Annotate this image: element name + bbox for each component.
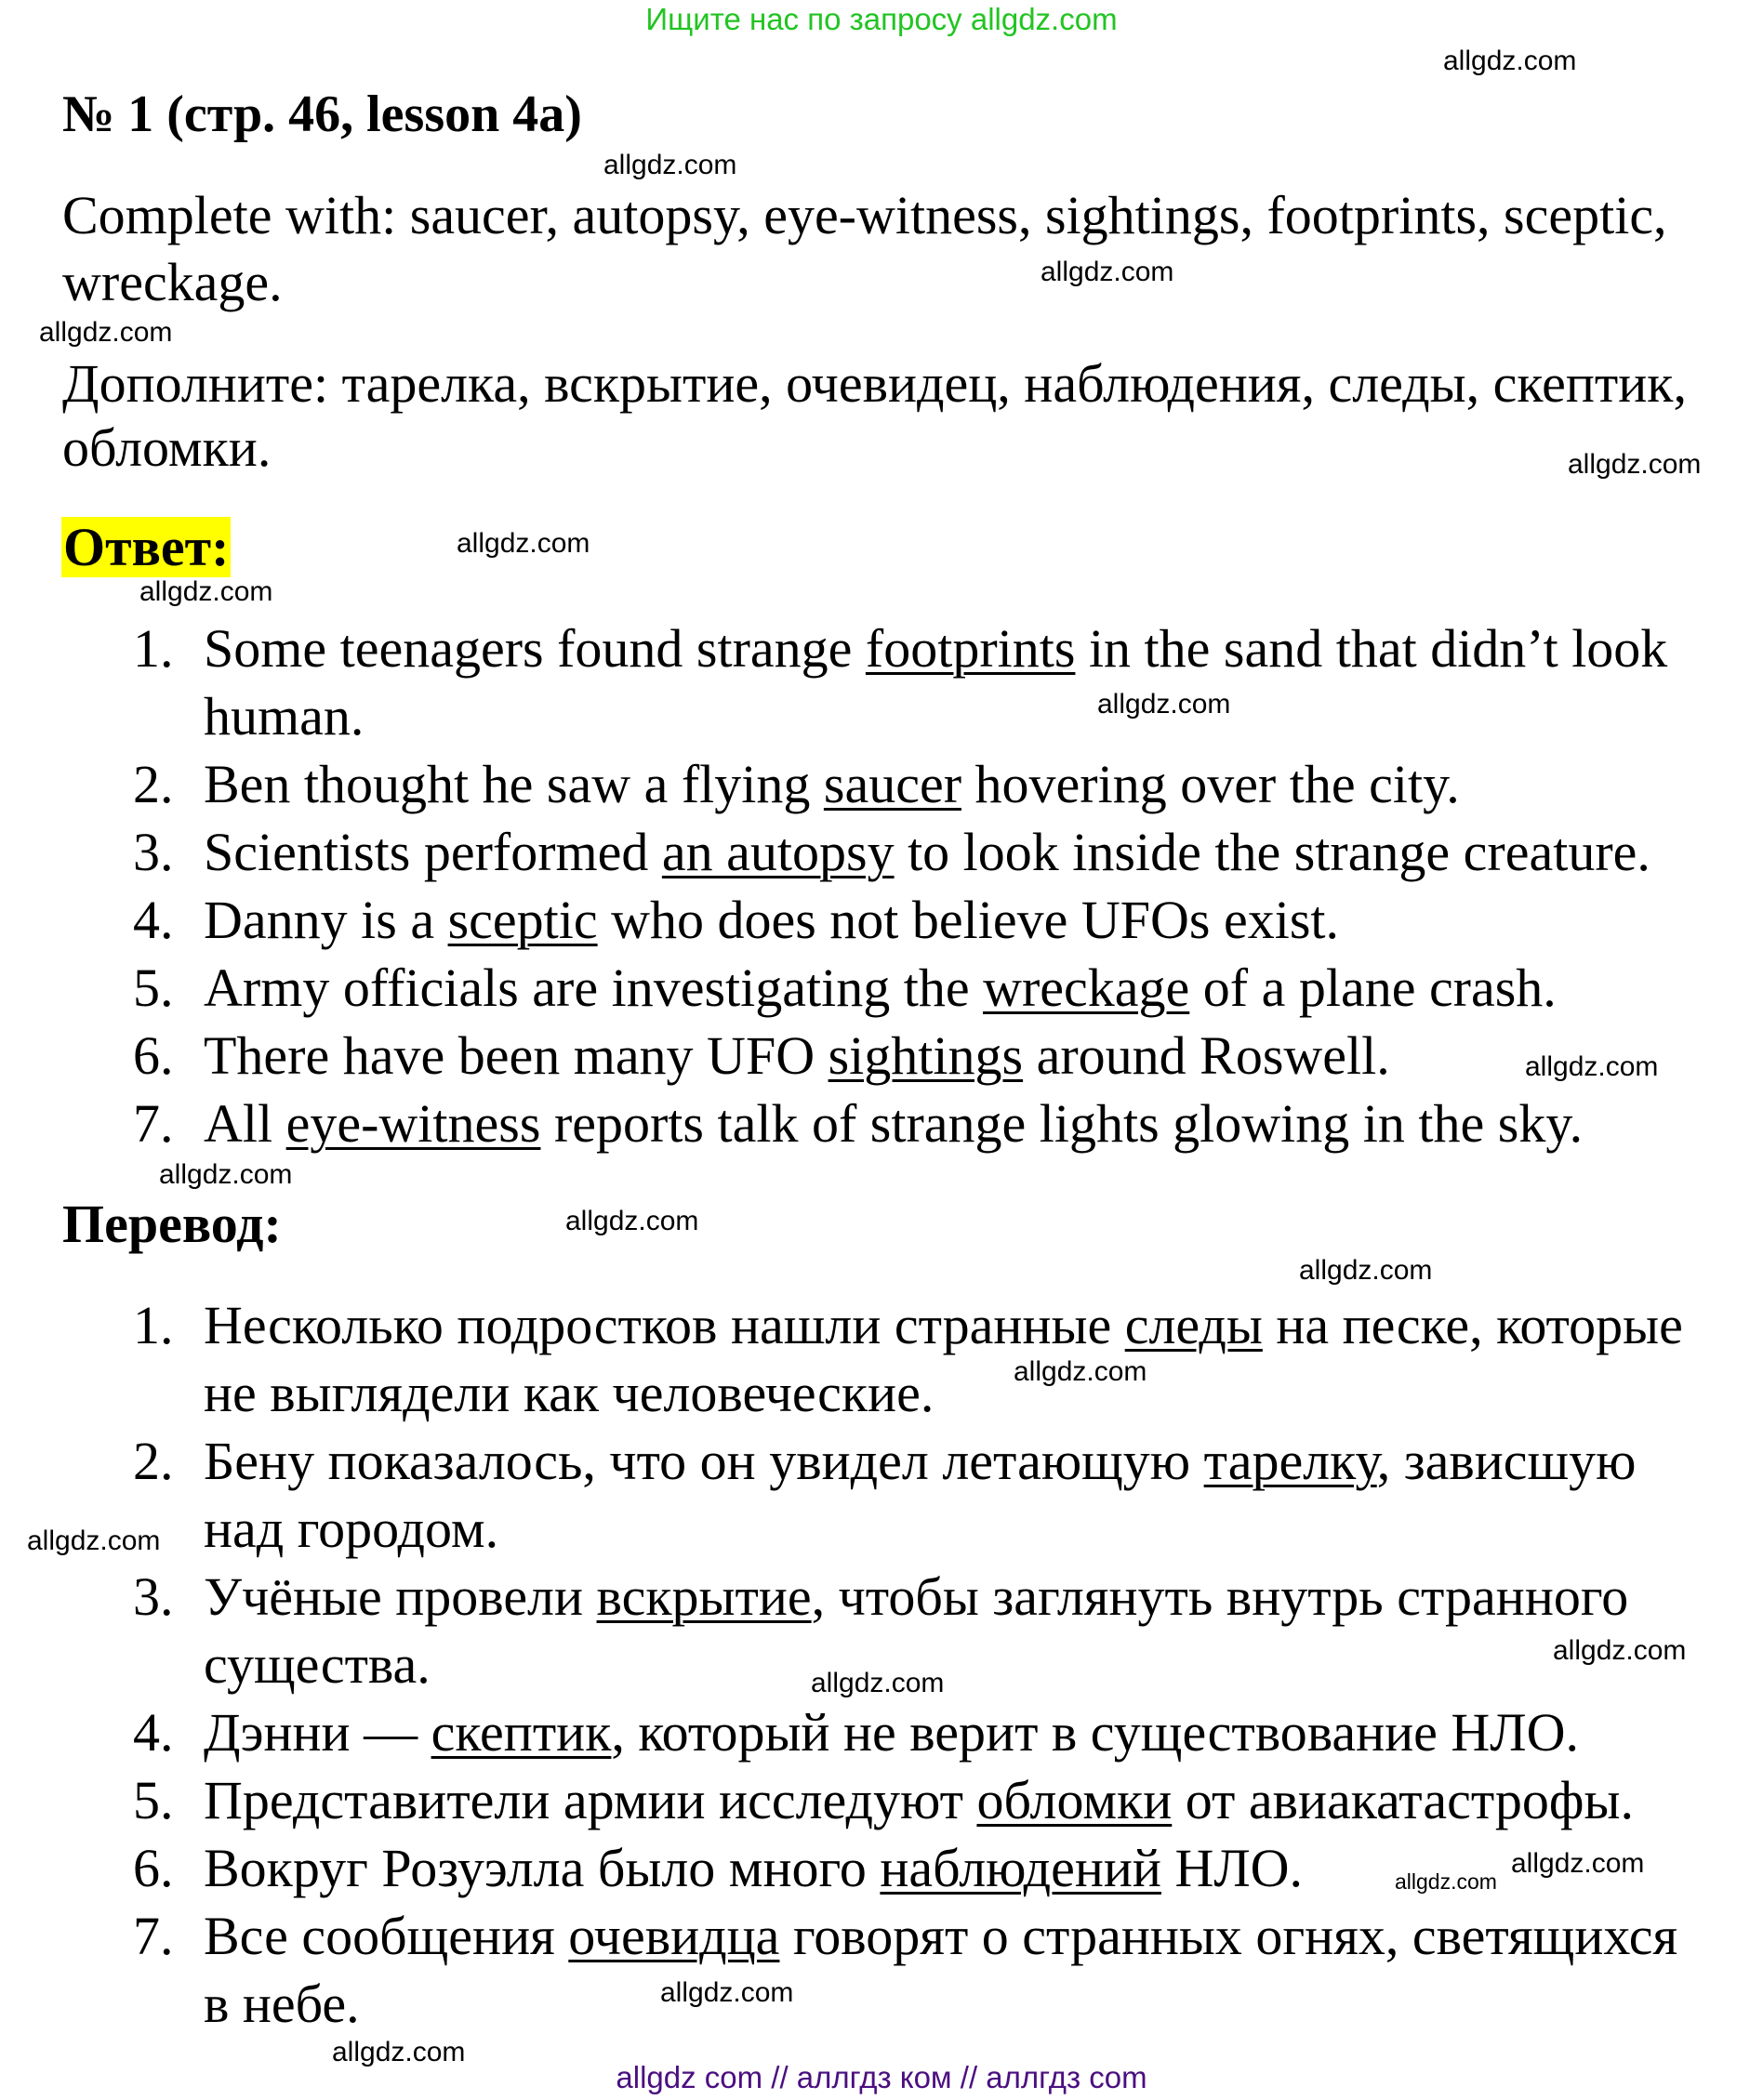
item-number: 6. bbox=[133, 1838, 174, 1898]
item-number: 2. bbox=[133, 1431, 174, 1491]
list-item-line bbox=[204, 1902, 1677, 1970]
item-number: 3. bbox=[133, 1566, 174, 1627]
list-item-line bbox=[204, 886, 1339, 954]
list-item-line bbox=[204, 1022, 1390, 1090]
text-segment: who does not believe UFOs exist. bbox=[597, 890, 1340, 950]
answer-word: следы bbox=[1124, 1295, 1263, 1355]
top-banner: Ищите нас по запросу allgdz.com bbox=[645, 2, 1118, 36]
watermark: allgdz.com bbox=[39, 317, 173, 348]
text-segment: Представители армии исследуют bbox=[204, 1770, 977, 1830]
answer-word: sceptic bbox=[447, 890, 598, 950]
list-item-line bbox=[204, 1766, 1634, 1834]
watermark: allgdz.com bbox=[1511, 1848, 1645, 1879]
watermark: allgdz.com bbox=[1525, 1051, 1659, 1082]
text-segment: Дэнни — bbox=[204, 1702, 431, 1763]
task-en-line: Complete with: saucer, autopsy, eye-witness, sightings, footprints, sceptic, bbox=[62, 185, 1667, 245]
watermark: allgdz.com bbox=[1097, 689, 1231, 720]
answer-heading bbox=[61, 515, 231, 580]
list-item-line bbox=[204, 1427, 1637, 1495]
answer-word: sightings bbox=[828, 1025, 1024, 1086]
watermark: allgdz.com bbox=[811, 1668, 945, 1698]
text-segment: human. bbox=[204, 686, 365, 746]
watermark: allgdz.com bbox=[660, 1977, 794, 2008]
watermark: allgdz.com bbox=[332, 2037, 466, 2067]
watermark: allgdz.com bbox=[565, 1206, 699, 1236]
item-number: 1. bbox=[133, 1295, 174, 1355]
text-segment: в небе. bbox=[204, 1974, 360, 2034]
answer-word: an autopsy bbox=[661, 822, 895, 882]
item-number: 5. bbox=[133, 958, 174, 1018]
list-item-line bbox=[204, 682, 364, 750]
text-segment: на песке, которые bbox=[1262, 1295, 1683, 1355]
text-segment: All bbox=[204, 1093, 286, 1154]
item-number: 7. bbox=[133, 1906, 174, 1966]
list-item-line bbox=[204, 1631, 431, 1698]
task-ru-line: Дополните: тарелка, вскрытие, очевидец, наблюдения, следы, скептик, bbox=[62, 353, 1687, 414]
text-segment: to look inside the strange creature. bbox=[894, 822, 1650, 882]
text-segment: , чтобы заглянуть внутрь странного bbox=[811, 1566, 1629, 1627]
text-segment: hovering over the city. bbox=[961, 754, 1460, 814]
answer-word: очевидца bbox=[568, 1906, 780, 1966]
answer-word: тарелку bbox=[1203, 1431, 1377, 1491]
text-segment: Бену показалось, что он увидел летающую bbox=[204, 1431, 1204, 1491]
text-segment: говорят о странных огнях, светящихся bbox=[779, 1906, 1678, 1966]
list-item-line bbox=[204, 1495, 498, 1563]
list-item-line bbox=[204, 1970, 360, 2038]
watermark: allgdz.com bbox=[1014, 1356, 1147, 1387]
text-segment: Army officials are investigating the bbox=[204, 958, 984, 1018]
text-segment: существа. bbox=[204, 1634, 431, 1695]
translation-heading: Перевод: bbox=[62, 1194, 282, 1254]
list-item-line bbox=[204, 750, 1460, 818]
answer-word: обломки bbox=[976, 1770, 1173, 1830]
watermark: allgdz.com bbox=[603, 150, 737, 180]
list-item-line bbox=[204, 818, 1650, 886]
text-segment: Учёные провели bbox=[204, 1566, 597, 1627]
text-segment: не выглядели как человеческие. bbox=[204, 1363, 935, 1423]
text-segment: in the sand that didn’t look bbox=[1075, 618, 1668, 679]
page-title: № 1 (стр. 46, lesson 4a) bbox=[62, 86, 582, 143]
watermark: allgdz.com bbox=[1041, 257, 1174, 287]
text-segment: Вокруг Розуэлла было много bbox=[204, 1838, 881, 1898]
answer-word: eye-witness bbox=[285, 1093, 541, 1154]
answer-word: wreckage bbox=[983, 958, 1190, 1018]
item-number: 4. bbox=[133, 1702, 174, 1763]
item-number: 1. bbox=[133, 618, 174, 679]
text-segment: НЛО. bbox=[1160, 1838, 1304, 1898]
bottom-banner: allgdz com // аллгдз ком // аллгдз com bbox=[616, 2060, 1147, 2094]
watermark: allgdz.com bbox=[457, 528, 590, 559]
text-segment: around Roswell. bbox=[1023, 1025, 1390, 1086]
text-segment: reports talk of strange lights glowing in the sky. bbox=[540, 1093, 1584, 1154]
task-en-line: wreckage. bbox=[62, 252, 283, 312]
answer-word: наблюдений bbox=[880, 1838, 1161, 1898]
list-item-line bbox=[204, 614, 1667, 682]
list-item-line bbox=[204, 954, 1557, 1022]
text-segment: There have been many UFO bbox=[204, 1025, 828, 1086]
watermark: allgdz.com bbox=[159, 1159, 293, 1190]
answer-word: вскрытие bbox=[596, 1566, 812, 1627]
answer-word: footprints bbox=[865, 618, 1076, 679]
text-segment: от авиакатастрофы. bbox=[1172, 1770, 1634, 1830]
text-segment: над городом. bbox=[204, 1499, 499, 1559]
item-number: 5. bbox=[133, 1770, 174, 1830]
text-segment: Some teenagers found strange bbox=[204, 618, 866, 679]
list-item-line bbox=[204, 1090, 1583, 1157]
item-number: 7. bbox=[133, 1093, 174, 1154]
watermark: allgdz.com bbox=[1299, 1255, 1433, 1286]
item-number: 3. bbox=[133, 822, 174, 882]
text-segment: Все сообщения bbox=[204, 1906, 569, 1966]
text-segment: of a plane crash. bbox=[1189, 958, 1557, 1018]
text-segment: Несколько подростков нашли странные bbox=[204, 1295, 1125, 1355]
watermark: allgdz.com bbox=[1443, 46, 1577, 76]
item-number: 2. bbox=[133, 754, 174, 814]
task-ru-line: обломки. bbox=[62, 417, 272, 478]
text-segment: , зависшую bbox=[1376, 1431, 1637, 1491]
answer-heading-label: Ответ: bbox=[63, 517, 230, 577]
text-segment: Scientists performed bbox=[204, 822, 662, 882]
watermark: allgdz.com bbox=[1395, 1869, 1497, 1894]
list-item-line bbox=[204, 1563, 1628, 1631]
watermark: allgdz.com bbox=[27, 1525, 161, 1556]
list-item-line bbox=[204, 1359, 934, 1427]
item-number: 4. bbox=[133, 890, 174, 950]
watermark: allgdz.com bbox=[1568, 449, 1702, 480]
watermark: allgdz.com bbox=[1553, 1635, 1687, 1666]
list-item-line bbox=[204, 1834, 1303, 1902]
text-segment: Danny is a bbox=[204, 890, 448, 950]
answer-word: saucer bbox=[823, 754, 962, 814]
text-segment: Ben thought he saw a flying bbox=[204, 754, 824, 814]
answer-word: скептик bbox=[431, 1702, 612, 1763]
watermark: allgdz.com bbox=[139, 576, 273, 607]
item-number: 6. bbox=[133, 1025, 174, 1086]
list-item-line bbox=[204, 1698, 1579, 1766]
list-item-line bbox=[204, 1291, 1683, 1359]
text-segment: , который не верит в существование НЛО. bbox=[611, 1702, 1580, 1763]
